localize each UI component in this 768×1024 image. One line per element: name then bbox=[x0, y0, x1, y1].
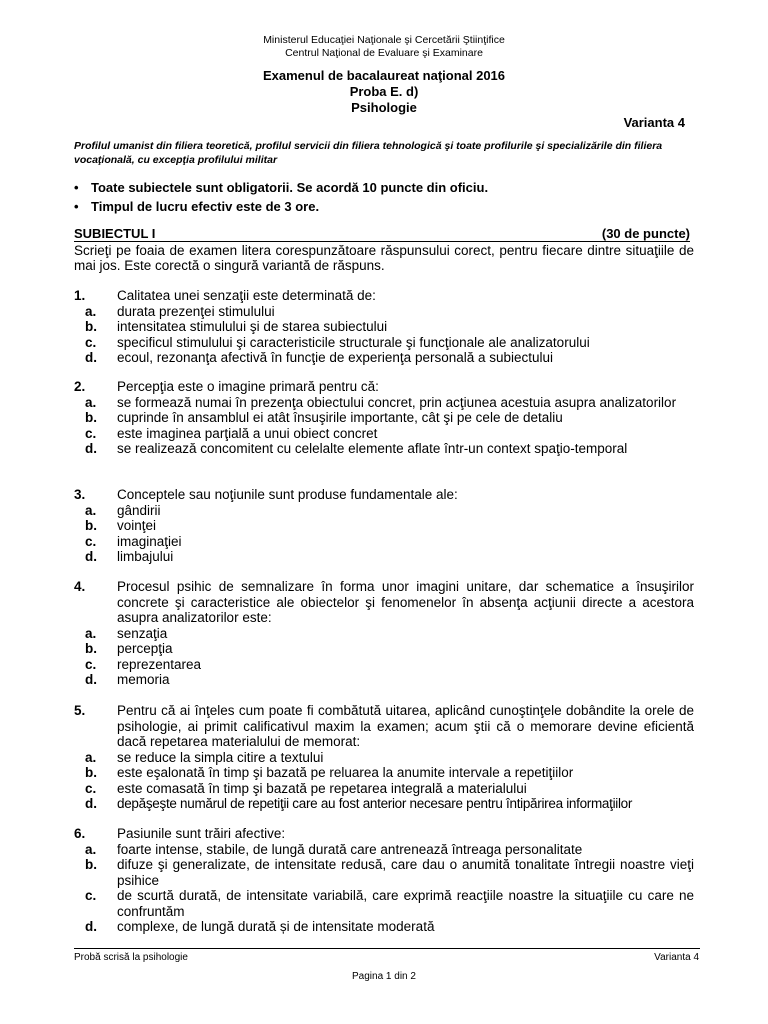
question-3 bbox=[74, 487, 694, 565]
option-letter: c. bbox=[85, 656, 97, 672]
question-text: Calitatea unei senzaţii este determinată de: bbox=[117, 288, 376, 303]
question-number: 5. bbox=[74, 703, 86, 718]
option-text: senzaţia bbox=[117, 625, 168, 641]
option-text: specificul stimulului şi caracteristicile structurale şi funcţionale ale analizatorului bbox=[117, 334, 590, 350]
question-number: 2. bbox=[74, 379, 86, 394]
option-letter: d. bbox=[85, 350, 97, 365]
center-header: Centrul Naţional de Evaluare şi Examinare bbox=[285, 47, 483, 59]
option-letter: b. bbox=[85, 641, 97, 656]
question-number: 6. bbox=[74, 826, 86, 841]
option-text: se formează numai în prezenţa obiectului concret, prin acţiunea acestuia asupra analizatorilor bbox=[117, 394, 677, 410]
option-letter: d. bbox=[85, 441, 97, 456]
question-2 bbox=[74, 379, 694, 457]
option-text: percepţia bbox=[117, 641, 173, 656]
option-text: ecoul, rezonanţa afectivă în funcţie de experienţa personală a subiectului bbox=[117, 350, 554, 365]
rule-item: • Timpul de lucru efectiv este de 3 ore. bbox=[74, 197, 488, 216]
page-number: Pagina 1 din 2 bbox=[352, 971, 416, 982]
option-letter: a. bbox=[85, 502, 97, 518]
option-letter: a. bbox=[85, 749, 97, 765]
option-text: intensitatea stimulului şi de starea subiectului bbox=[117, 319, 388, 334]
exam-variant: Varianta 4 bbox=[623, 115, 685, 130]
option-letter: b. bbox=[85, 410, 97, 425]
exam-proba: Proba E. d) bbox=[349, 84, 419, 99]
option-letter: a. bbox=[85, 625, 97, 641]
option-text: depăşeşte numărul de repetiţii care au fost anterior necesare pentru întipărirea informaţiilor bbox=[117, 796, 633, 811]
option-letter: a. bbox=[85, 303, 97, 319]
option-letter: b. bbox=[85, 319, 97, 334]
option-text: este imaginea parţială a unui obiect concret bbox=[117, 425, 378, 441]
option-letter: c. bbox=[85, 425, 97, 441]
question-1 bbox=[74, 288, 694, 366]
footer-exam-name: Probă scrisă la psihologie bbox=[74, 952, 188, 963]
question-number: 4. bbox=[74, 579, 86, 594]
section-heading bbox=[74, 226, 690, 242]
exam-title: Examenul de bacalaureat naţional 2016 bbox=[262, 68, 506, 83]
option-text: limbajului bbox=[117, 549, 174, 564]
question-text: Pasiunile sunt trăiri afective: bbox=[117, 826, 286, 841]
question-text: Percepţia este o imagine primară pentru că: bbox=[117, 379, 379, 394]
option-text: voinţei bbox=[117, 518, 157, 533]
profile-note: Profilul umanist din filiera teoretică, profilul servicii din filiera tehnologică şi toate profilurile şi specializările din filiera vocaţională, cu excepţia profilului militar bbox=[74, 140, 663, 166]
option-letter: b. bbox=[85, 518, 97, 533]
rule-item: • Toate subiectele sunt obligatorii. Se acordă 10 puncte din oficiu. bbox=[74, 178, 488, 197]
option-letter: b. bbox=[85, 765, 97, 780]
option-text: se reduce la simpla citire a textului bbox=[117, 749, 324, 765]
option-text: este eşalonată în timp şi bazată pe reluarea la anumite intervale a repetiţiilor bbox=[117, 765, 574, 780]
option-text: cuprinde în ansamblul ei atât însuşirile importante, cât şi pe cele de detaliu bbox=[117, 410, 563, 425]
option-letter: b. bbox=[85, 857, 97, 872]
option-letter: d. bbox=[85, 919, 97, 934]
instructions: Scrieţi pe foaia de examen litera corespunzătoare răspunsului corect, pentru fiecare dintre situaţiile de mai jos. Este corectă o singură variantă de răspuns. bbox=[74, 243, 694, 273]
option-text: imaginaţiei bbox=[117, 533, 182, 549]
option-letter: c. bbox=[85, 533, 97, 549]
option-letter: c. bbox=[85, 888, 97, 903]
option-text: complexe, de lungă durată și de intensitate moderată bbox=[117, 919, 435, 934]
option-letter: d. bbox=[85, 672, 97, 687]
rules-list bbox=[74, 178, 488, 216]
section-points: (30 de puncte) bbox=[601, 226, 690, 241]
option-letter: a. bbox=[85, 394, 97, 410]
option-letter: c. bbox=[85, 334, 97, 350]
option-letter: a. bbox=[85, 841, 97, 857]
question-text: Procesul psihic de semnalizare în forma unor imagini unitare, dar schematice a însuşirilor concrete şi caracteristice ale obiectelor şi fenomenelor în absenţa acţiunii directe a acestora asupra analizatorilor este: bbox=[117, 579, 694, 625]
option-letter: d. bbox=[85, 796, 97, 811]
exam-subject: Psihologie bbox=[351, 100, 417, 115]
question-number: 1. bbox=[74, 288, 86, 303]
ministry-header: Ministerul Educaţiei Naţionale şi Cercetării Ştiinţifice bbox=[263, 34, 505, 46]
option-text: durata prezenţei stimulului bbox=[117, 303, 275, 319]
question-4 bbox=[74, 579, 694, 688]
footer-variant: Varianta 4 bbox=[654, 952, 699, 963]
option-text: difuze şi generalizate, de intensitate redusă, care dau o anumită tonalitate întregii noastre vieţi psihice bbox=[117, 857, 694, 888]
option-text: se realizează concomitent cu celelalte elemente aflate într-un context spaţio-temporal bbox=[117, 441, 628, 456]
question-text: Conceptele sau noţiunile sunt produse fundamentale ale: bbox=[117, 487, 458, 502]
option-letter: c. bbox=[85, 780, 97, 796]
footer-divider bbox=[74, 948, 700, 949]
option-text: gândirii bbox=[117, 502, 161, 518]
option-letter: d. bbox=[85, 549, 97, 564]
option-text: este comasată în timp şi bazată pe repetarea integrală a materialului bbox=[117, 780, 527, 796]
question-number: 3. bbox=[74, 487, 86, 502]
question-text: Pentru că ai înţeles cum poate fi combătută uitarea, aplicând cunoştinţele dobândite la orele de psihologie, ai primit calificativul maxim la examen; acum ştii că o memorare devine eficientă dacă repetarea materialului de memorat: bbox=[117, 703, 694, 749]
option-text: memoria bbox=[117, 672, 170, 687]
question-6 bbox=[74, 826, 694, 935]
option-text: de scurtă durată, de intensitate variabilă, care exprimă reacţiile noastre la situaţiile cu care ne confruntăm bbox=[117, 888, 694, 919]
option-text: reprezentarea bbox=[117, 656, 202, 672]
question-5 bbox=[74, 703, 694, 812]
section-title: SUBIECTUL I bbox=[74, 226, 156, 241]
option-text: foarte intense, stabile, de lungă durată care antrenează întreaga personalitate bbox=[117, 841, 583, 857]
